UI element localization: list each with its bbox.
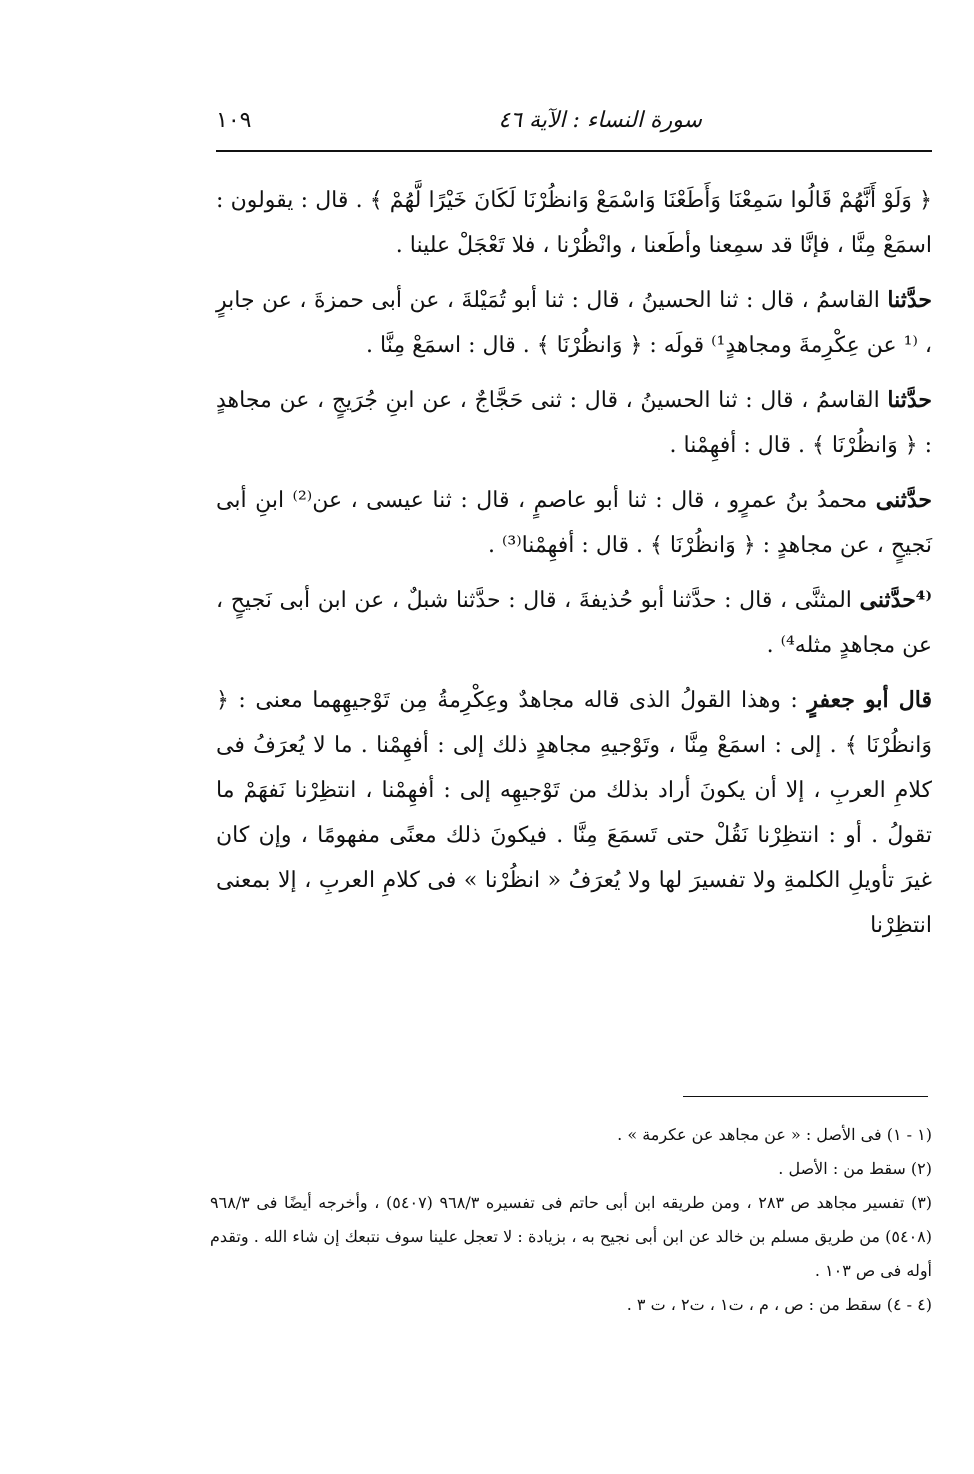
footnote: (٤ - ٤) سقط من : ص ، م ، ت١ ، ت٢ ، ت ٣ . <box>626 1295 932 1314</box>
running-title: سورة النساء : الآية ٤٦ <box>498 107 702 133</box>
paragraph-text: ﴿ وَلَوْ أَنَّهُمْ قَالُوا سَمِعْنَا وَأَطَعْنَا وَاسْمَعْ وَانظُرْنَا لَكَانَ خَيْرًا لَّهُمْ ﴾ . قال : يقولون : اسمَعْ مِنَّا ، فإنَّا قد سمِعنا وأطَعنا ، وانْظُرْنا ، فلا تَعْجَلْ علينا . <box>216 188 932 258</box>
paragraph <box>216 178 932 268</box>
footnotes <box>210 1118 932 1322</box>
paragraph-lead: ⁽⁴حدَّثنى <box>859 587 932 613</box>
paragraph-lead: حدَّثنا <box>887 287 932 313</box>
paragraph-lead: حدَّثنى <box>875 487 933 513</box>
paragraph-text: القاسمُ ، قال : ثنا الحسينُ ، قال : ثنى حَجَّاجٌ ، عن ابنِ جُرَيجٍ ، عن مجاهدٍ : ﴿ وَانظُرْنَا ﴾ . قال : أفهِمْنا . <box>216 388 932 458</box>
footnote-rule <box>683 1096 928 1097</box>
paragraph <box>216 378 932 468</box>
footnote: (٣) تفسير مجاهد ص ٢٨٣ ، ومن طريقه ابن أبى حاتم فى تفسيره ٩٦٨/٣ (٥٤٠٧) ، وأخرجه أيضًا فى ٩٦٨/٣ (٥٤٠٨) من طريق مسلم بن خالد عن ابن أبى نجيح به ، بزيادة : لا تعجل علينا سوف نتبعك إن شاء الله . وتقدم أوله فى ص ١٠٣ . <box>210 1193 933 1280</box>
paragraph-text: : وهذا القولُ الذى قاله مجاهدٌ وعِكْرِمةُ مِن تَوْجيهِهما معنى : ﴿ وَانظُرْنَا ﴾ . إلى : اسمَعْ مِنَّا ، وتَوْجيهِ مجاهدٍ ذلك إلى : أفهِمْنا . ما لا يُعرَفُ فى كلامِ العربِ ، إلا أن يكونَ أراد بذلك من تَوْجيهِه إلى : أفهِمْنا ، انتظِرْنا نَفهَمْ ما تقولُ . أو : انتظِرْنا نَقُلْ حتى تَسمَعَ مِنَّا . فيكونَ ذلك معنًى مفهومًا ، وإن كان غيرَ تأويلِ الكلمةِ ولا تفسيرَ لها ولا يُعرَفُ « انظُرْنا » فى كلامِ العربِ ، إلا بمعنى انتظِرْنا <box>216 688 932 938</box>
paragraph-lead: حدَّثنا <box>887 387 932 413</box>
footnote: (٢) سقط من : الأصل . <box>778 1159 932 1178</box>
paragraph <box>216 478 932 568</box>
paragraph <box>216 578 932 668</box>
header-rule <box>216 150 932 152</box>
footnote: (١ - ١) فى الأصل : « عن مجاهد عن عكرمة » . <box>617 1125 932 1144</box>
page-header <box>216 100 932 140</box>
paragraph-lead: قال أبو جعفرٍ <box>807 687 933 713</box>
paragraph-text: المثنَّى ، قال : حدَّثنا أبو حُذيفةَ ، قال : حدَّثنا شبلٌ ، عن ابن أبى نَجيحٍ ، عن مجاهدٍ مثله⁴⁾ . <box>216 588 932 658</box>
page-number: ١٠٩ <box>216 107 252 133</box>
paragraph <box>216 678 932 948</box>
paragraph <box>216 278 932 368</box>
paragraph-text: القاسمُ ، قال : ثنا الحسينُ ، قال : ثنا أبو تُمَيْلةَ ، عن أبى حمزةَ ، عن جابرٍ ، ⁽¹ عن عِكْرِمةَ ومجاهدٍ¹⁾ قولَه : ﴿ وَانظُرْنَا ﴾ . قال : اسمَعْ مِنَّا . <box>216 288 932 358</box>
paragraph-text: محمدُ بنُ عمرٍو ، قال : ثنا أبو عاصمٍ ، قال : ثنا عيسى ، عن⁽²⁾ ابنِ أبى نَجيحٍ ، عن مجاهدٍ : ﴿ وَانظُرْنَا ﴾ . قال : أفهِمْنا⁽³⁾ . <box>216 488 932 558</box>
main-text <box>216 178 932 958</box>
